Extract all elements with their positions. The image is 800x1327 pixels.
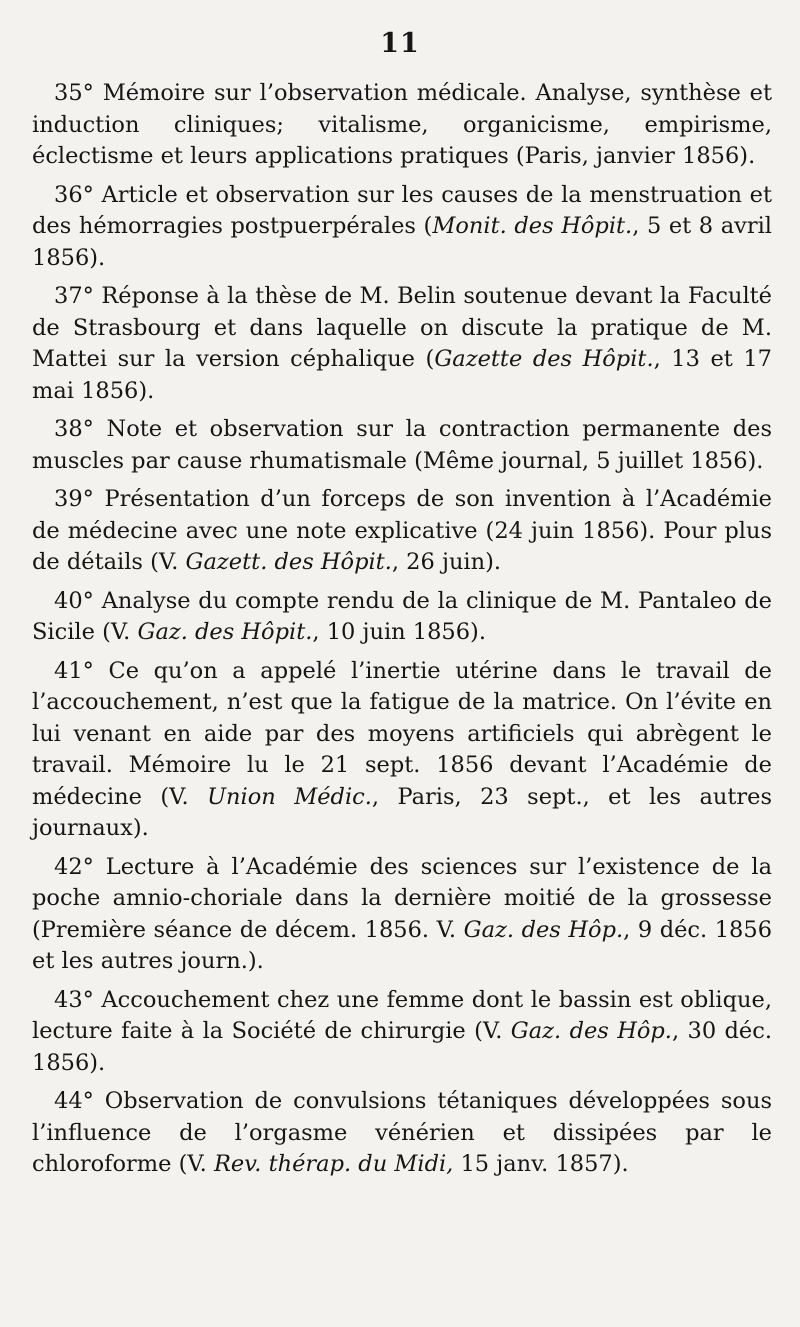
entry-number: 43° — [54, 986, 94, 1013]
entry-citation: Monit. des Hôpit. — [432, 213, 633, 239]
entry-text: Mémoire sur l’observation médicale. Analyse, synthèse et induction cliniques; vitalisme, organicisme, empirisme, éclectisme et leurs applications pratiques (Paris, janvier 1856). — [32, 80, 772, 169]
entry-number: 40° — [54, 587, 94, 614]
entry-text: Réponse à la thèse de M. Belin soutenue devant la Faculté de Strasbourg et dans laquelle on discute la pratique de M. Mattei sur la version céphalique ( — [32, 283, 772, 372]
entry-text-end: , 5 et 8 avril 1856). — [32, 213, 772, 271]
entry-number: 39° — [54, 486, 94, 512]
entry-list — [32, 78, 772, 1188]
entry-36 — [32, 180, 772, 275]
entry-citation: Gaz. des Hôpit. — [137, 619, 313, 645]
page-number: 11 — [380, 28, 420, 59]
entry-37 — [32, 281, 772, 407]
entry-number: 37° — [54, 283, 94, 309]
entry-43 — [32, 985, 772, 1080]
entry-text: Accouchement chez une femme dont le bassin est oblique, lecture faite à la Société de chirurgie (V. — [32, 986, 772, 1044]
entry-number: 41° — [54, 657, 94, 684]
entry-number: 44° — [54, 1088, 94, 1114]
entry-citation: Union Médic. — [207, 783, 372, 810]
entry-42 — [32, 852, 772, 978]
entry-40 — [32, 586, 772, 649]
entry-text: Lecture à l’Académie des sciences sur l’existence de la poche amnio-choriale dans la dernière moitié de la grossesse (Première séance de décem. 1856. V. — [32, 853, 772, 943]
entry-41 — [32, 656, 772, 845]
entry-38 — [32, 414, 772, 477]
entry-citation: Gazette des Hôpit. — [434, 346, 654, 372]
entry-number: 35° — [54, 80, 94, 106]
entry-text: Note et observation sur la contraction permanente des muscles par cause rhumatismale (Même journal, 5 juillet 1856). — [32, 416, 772, 474]
entry-number: 42° — [54, 853, 94, 880]
entry-text-end: , 26 juin). — [391, 549, 502, 575]
entry-39 — [32, 484, 772, 579]
entry-44 — [32, 1086, 772, 1181]
entry-text: Analyse du compte rendu de la clinique de M. Pantaleo de Sicile (V. — [32, 587, 772, 645]
entry-35 — [32, 78, 772, 173]
entry-text-end: , 30 déc. 1856). — [32, 1018, 772, 1076]
entry-number: 36° — [54, 181, 94, 208]
entry-number: 38° — [54, 416, 94, 442]
entry-citation: Gaz. des Hôp. — [463, 916, 624, 943]
entry-citation: Gazett. des Hôpit. — [185, 549, 392, 575]
entry-text: Présentation d’un forceps de son invention à l’Académie de médecine avec une note explicative (24 juin 1856). Pour plus de détails (V. — [32, 486, 772, 575]
entry-text-end: 15 janv. 1857). — [453, 1151, 629, 1177]
entry-text: Ce qu’on a appelé l’inertie utérine dans le travail de l’accouchement, n’est que la fatigue de la matrice. On l’évite en lui venant en aide par des moyens artificiels qui abrègent le travail. Mémoire lu le 21 sept. 1856 devant l’Académie de médecine (V. — [32, 657, 772, 810]
entry-text: Article et observation sur les causes de la menstruation et des hémorragies postpuerpérales ( — [32, 181, 772, 239]
entry-text-end: , 13 et 17 mai 1856). — [32, 346, 772, 404]
entry-text-end: , 9 déc. 1856 et les autres journ.). — [32, 916, 773, 974]
entry-text: Observation de convulsions tétaniques développées sous l’influence de l’orgasme vénérien et dissipées par le chloroforme (V. — [32, 1088, 772, 1177]
entry-text-end: , Paris, 23 sept., et les autres journaux). — [32, 783, 773, 841]
entry-text-end: , 10 juin 1856). — [312, 619, 486, 645]
entry-citation: Rev. thérap. du Midi, — [213, 1151, 454, 1177]
entry-citation: Gaz. des Hôp. — [510, 1018, 672, 1044]
